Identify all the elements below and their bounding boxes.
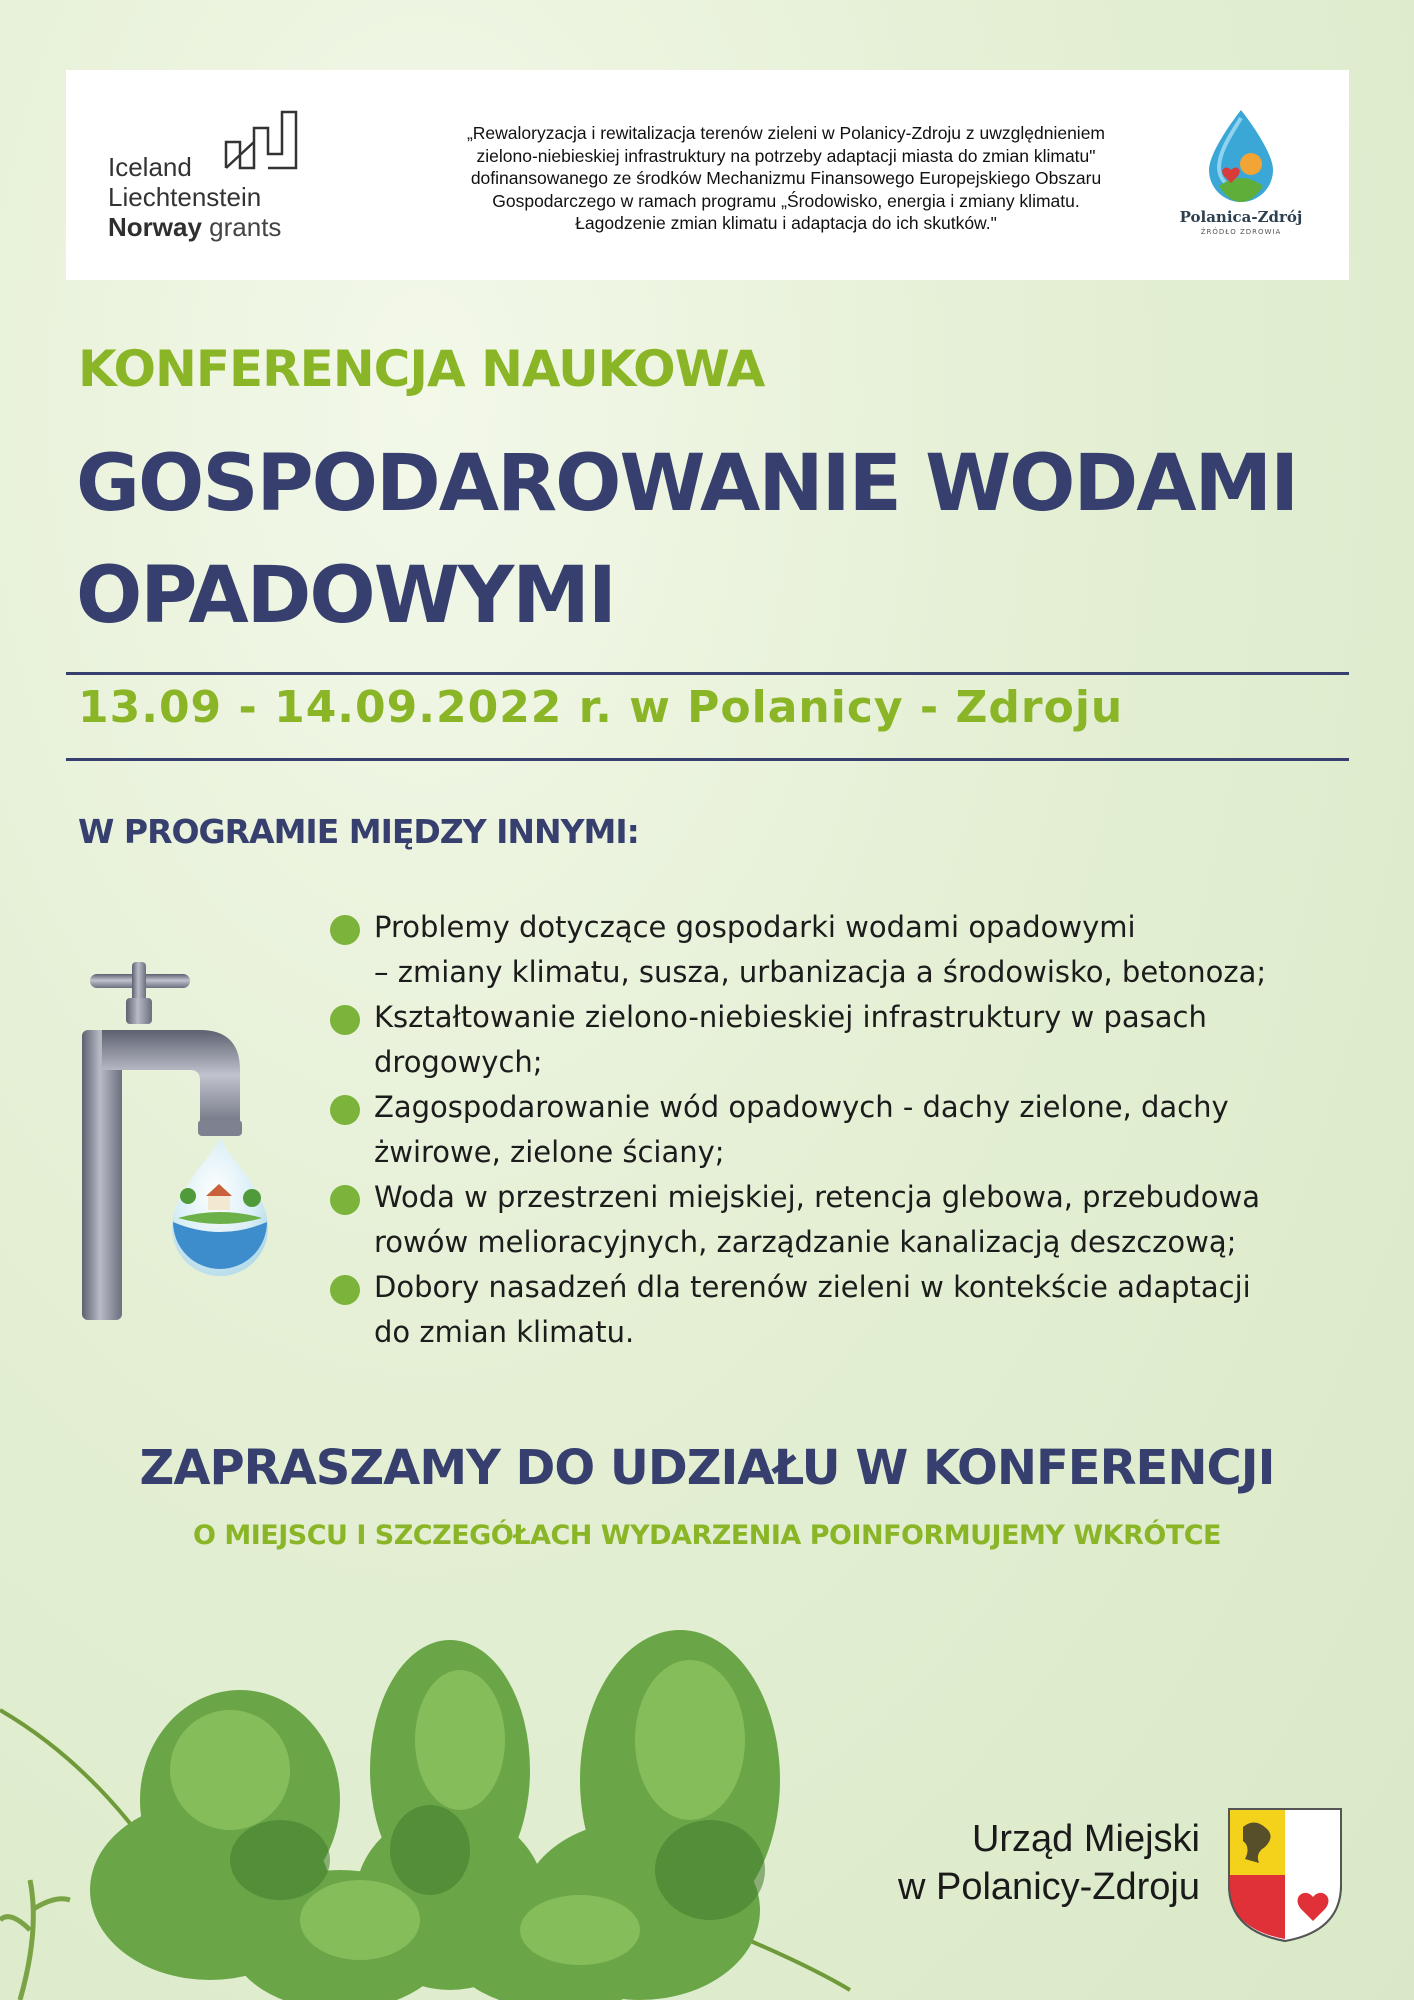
program-item: Problemy dotyczące gospodarki wodami opadowymi – zmiany klimatu, susza, urbanizacja a środowisko, betonoza;	[330, 905, 1350, 995]
bullet-dot-icon	[330, 1005, 360, 1035]
project-line: Gospodarczego w ramach programu „Środowisko, energia i zmiany klimatu.	[492, 190, 1080, 211]
program-list	[330, 905, 1350, 1355]
city-office-name	[860, 1815, 1200, 1911]
conference-kicker: KONFERENCJA NAUKOWA	[78, 340, 765, 398]
program-item: Woda w przestrzeni miejskiej, retencja glebowa, przebudowa rowów melioracyjnych, zarządzanie kanalizacją deszczową;	[330, 1175, 1350, 1265]
eea-line-1: Iceland	[108, 152, 192, 182]
program-item: Zagospodarowanie wód opadowych - dachy zielone, dachy żwirowe, zielone ściany;	[330, 1085, 1350, 1175]
invitation-subheading: O MIEJSCU I SZCZEGÓŁACH WYDARZENIA POINFORMUJEMY WKRÓTCE	[193, 1520, 1221, 1551]
program-item: Dobory nasadzeń dla terenów zieleni w kontekście adaptacji do zmian klimatu.	[330, 1265, 1350, 1355]
project-description	[366, 122, 1206, 235]
program-item: Kształtowanie zielono-niebieskiej infrastruktury w pasach drogowych;	[330, 995, 1350, 1085]
bullet-dot-icon	[330, 1185, 360, 1215]
eea-line-3-bold: Norway	[108, 212, 202, 242]
faucet-water-drop-illustration	[60, 960, 360, 1320]
conference-title	[76, 428, 1366, 652]
polanica-zdroj-logo	[1161, 108, 1321, 248]
water-drop-logo-icon	[1201, 108, 1281, 208]
eea-line-3-light: grants	[209, 212, 282, 242]
town-logo-tagline: ŹRÓDŁO ZDROWIA	[1200, 228, 1282, 236]
coat-of-arms-icon	[1225, 1805, 1345, 1945]
eea-grants-logo	[108, 110, 328, 250]
office-line: Urząd Miejski	[971, 1818, 1200, 1860]
eea-graph-icon	[224, 110, 304, 170]
date-location: 13.09 - 14.09.2022 r. w Polanicy - Zdroju	[78, 682, 1124, 733]
bullet-dot-icon	[330, 1275, 360, 1305]
top-divider	[66, 672, 1349, 675]
office-line: w Polanicy-Zdroju	[898, 1866, 1200, 1908]
title-line: GOSPODAROWANIE WODAMI	[76, 439, 1298, 529]
bullet-dot-icon	[330, 915, 360, 945]
invitation-heading: ZAPRASZAMY DO UDZIAŁU W KONFERENCJI	[139, 1440, 1275, 1496]
trees-illustration	[0, 1630, 1000, 2000]
eea-line-2: Liechtenstein	[108, 182, 262, 212]
header-banner	[66, 70, 1349, 280]
program-heading: W PROGRAMIE MIĘDZY INNYMI:	[78, 812, 639, 851]
town-logo-name: Polanica-Zdrój	[1179, 208, 1303, 226]
project-line: zielono-niebieskiej infrastruktury na potrzeby adaptacji miasta do zmian klimatu"	[476, 145, 1096, 166]
project-line: „Rewaloryzacja i rewitalizacja terenów zieleni w Polanicy-Zdroju z uwzględnieniem	[466, 123, 1106, 143]
project-line: Łagodzenie zmian klimatu i adaptacja do ich skutków."	[575, 213, 997, 233]
project-line: dofinansowanego ze środków Mechanizmu Finansowego Europejskiego Obszaru	[470, 168, 1102, 188]
bullet-dot-icon	[330, 1095, 360, 1125]
title-line: OPADOWYMI	[76, 551, 615, 641]
bottom-divider	[66, 758, 1349, 761]
